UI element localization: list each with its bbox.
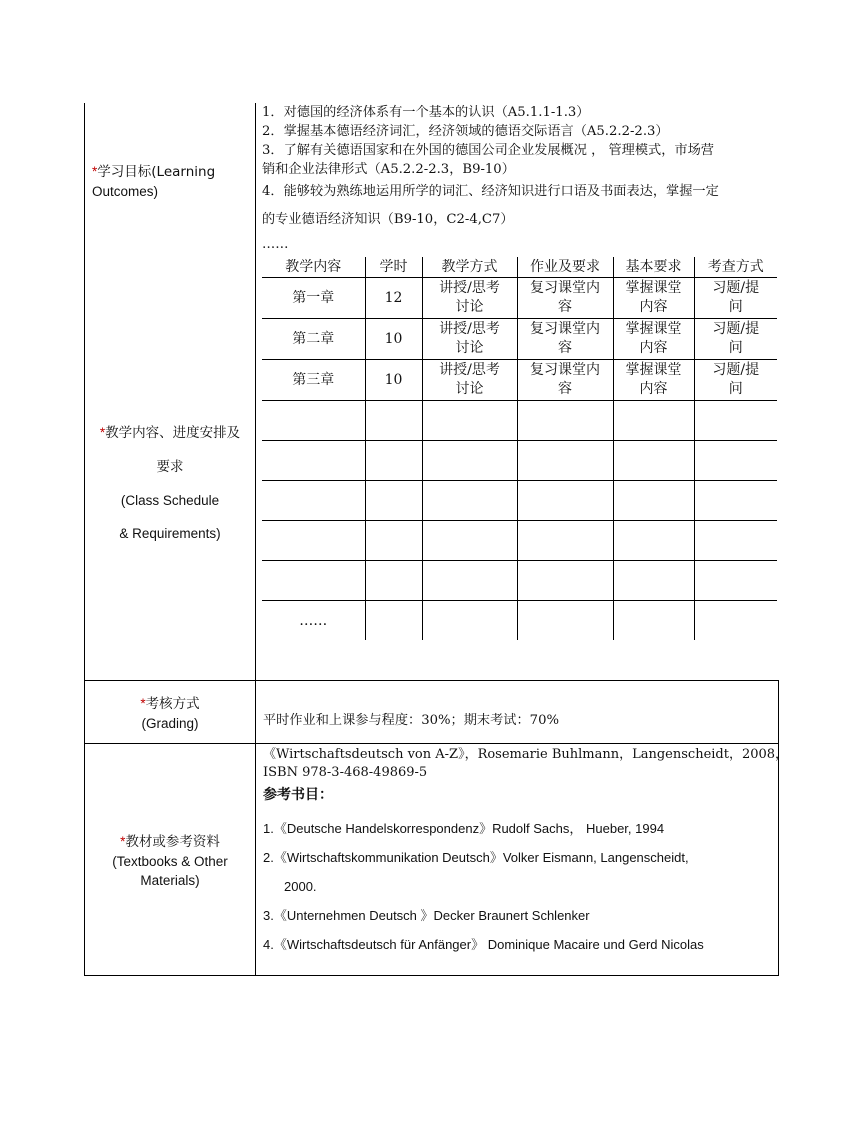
- empty-cell: [517, 441, 613, 481]
- objective-line: 2．掌握基本德语经济词汇，经济领域的德语交际语言（A5.2.2-2.3）: [262, 124, 669, 139]
- table-ellipsis: ……: [262, 601, 365, 641]
- list-item: 2000.: [284, 879, 317, 894]
- cell-basic-requirement: 掌握课堂内容: [613, 319, 694, 360]
- empty-cell: [613, 561, 694, 601]
- row-divider-materials-top: [84, 743, 779, 744]
- header-hours: 学时: [365, 257, 422, 278]
- materials-label: [86, 832, 254, 890]
- required-mark: *: [140, 696, 146, 711]
- required-mark: *: [92, 164, 98, 179]
- textbook-isbn: ISBN 978-3-468-49869-5: [263, 765, 428, 780]
- empty-cell: [517, 601, 613, 641]
- empty-cell: [613, 601, 694, 641]
- empty-cell: [613, 441, 694, 481]
- empty-cell: [517, 521, 613, 561]
- list-item: 4.《Wirtschaftsdeutsch für Anfänger》 Dominique Macaire und Gerd Nicolas: [263, 937, 704, 952]
- header-basic-requirement: 基本要求: [613, 257, 694, 278]
- list-item: 2.《Wirtschaftskommunikation Deutsch》Volker Eismann, Langenscheidt,: [263, 850, 689, 865]
- empty-cell: [613, 401, 694, 441]
- header-homework: 作业及要求: [517, 257, 613, 278]
- frame-middle-divider: [255, 103, 256, 976]
- cell-hours: 10: [365, 360, 422, 401]
- frame-bottom-border: [84, 975, 779, 976]
- cell-basic-requirement: 掌握课堂内容: [613, 360, 694, 401]
- cell-method: 讲授/思考讨论: [422, 278, 517, 319]
- schedule-label-line2: 要求: [156, 459, 184, 475]
- empty-cell: [613, 481, 694, 521]
- objective-line: 的专业德语经济知识（B9-10，C2-4,C7）: [262, 212, 514, 227]
- cell-assessment: 习题/提问: [694, 319, 777, 360]
- textbook-entry: [263, 746, 789, 782]
- empty-cell: [517, 401, 613, 441]
- objective-line: 3．了解有关德语国家和在外国的德国公司企业发展概况 ， 管理模式，市场营: [262, 143, 714, 158]
- reference-heading: 参考书目：: [263, 787, 333, 803]
- cell-homework: 复习课堂内容: [517, 360, 613, 401]
- empty-row: [262, 401, 777, 441]
- objectives-list: [262, 103, 774, 254]
- empty-cell: [262, 561, 365, 601]
- required-mark: *: [120, 834, 126, 849]
- empty-cell: [694, 401, 777, 441]
- empty-cell: [694, 601, 777, 641]
- row-divider-grading-top: [84, 680, 779, 681]
- header-method: 教学方式: [422, 257, 517, 278]
- empty-cell: [517, 481, 613, 521]
- objective-ellipsis: ……: [262, 237, 289, 252]
- list-item: 3.《Unternehmen Deutsch 》Decker Braunert Schlenker: [263, 908, 590, 923]
- empty-cell: [613, 521, 694, 561]
- empty-cell: [422, 481, 517, 521]
- table-row: [262, 360, 777, 401]
- empty-cell: [517, 561, 613, 601]
- empty-cell: [262, 521, 365, 561]
- cell-homework: 复习课堂内容: [517, 278, 613, 319]
- table-row: [262, 278, 777, 319]
- header-content: 教学内容: [262, 257, 365, 278]
- empty-row: [262, 561, 777, 601]
- list-item: 1.《Deutsche Handelskorrespondenz》Rudolf Sachs， Hueber, 1994: [263, 821, 665, 836]
- empty-cell: [262, 441, 365, 481]
- objectives-label-cn: 学习目标(Learning: [97, 164, 216, 180]
- objective-line: 1．对德国的经济体系有一个基本的认识（A5.1.1-1.3）: [262, 105, 590, 120]
- header-assessment: 考查方式: [694, 257, 777, 278]
- schedule-label-line4: & Requirements): [119, 526, 221, 541]
- textbook-line: 《Wirtschaftsdeutsch von A-Z》，Rosemarie Buhlmann，Langenscheidt，2008，: [263, 747, 789, 762]
- grading-label-en: (Grading): [141, 716, 199, 731]
- objectives-label-en: Outcomes): [92, 184, 159, 199]
- frame-right-border: [778, 680, 779, 976]
- grading-label: [86, 694, 254, 733]
- empty-cell: [422, 521, 517, 561]
- empty-row: [262, 481, 777, 521]
- empty-cell: [694, 561, 777, 601]
- schedule-header-row: [262, 257, 777, 278]
- grading-label-cn: 考核方式: [145, 696, 200, 712]
- reference-list: [263, 814, 778, 959]
- required-mark: *: [99, 425, 106, 440]
- materials-label-en1: (Textbooks & Other: [112, 854, 228, 869]
- materials-label-en2: Materials): [140, 873, 200, 888]
- ellipsis-row: [262, 601, 777, 641]
- cell-hours: 10: [365, 319, 422, 360]
- objective-line: 4．能够较为熟练地运用所学的词汇、经济知识进行口语及书面表达，掌握一定: [262, 184, 719, 199]
- table-row: [262, 319, 777, 360]
- empty-cell: [422, 561, 517, 601]
- empty-cell: [422, 441, 517, 481]
- cell-chapter: 第一章: [262, 278, 365, 319]
- cell-chapter: 第三章: [262, 360, 365, 401]
- empty-cell: [365, 521, 422, 561]
- empty-cell: [694, 481, 777, 521]
- empty-row: [262, 441, 777, 481]
- schedule-label-line3: (Class Schedule: [120, 493, 220, 508]
- objective-line: 销和企业法律形式（A5.2.2-2.3，B9-10）: [262, 162, 515, 177]
- empty-cell: [365, 561, 422, 601]
- cell-basic-requirement: 掌握课堂内容: [613, 278, 694, 319]
- cell-homework: 复习课堂内容: [517, 319, 613, 360]
- frame-left-border: [84, 103, 85, 976]
- empty-cell: [262, 481, 365, 521]
- grading-value: 平时作业和上课参与程度：30%；期末考试：70%: [263, 713, 559, 728]
- empty-row: [262, 521, 777, 561]
- empty-cell: [365, 601, 422, 641]
- schedule-label: [86, 416, 254, 550]
- cell-assessment: 习题/提问: [694, 278, 777, 319]
- cell-hours: 12: [365, 278, 422, 319]
- empty-cell: [262, 401, 365, 441]
- empty-cell: [422, 601, 517, 641]
- cell-method: 讲授/思考讨论: [422, 360, 517, 401]
- schedule-table: [262, 257, 777, 640]
- empty-cell: [694, 441, 777, 481]
- cell-chapter: 第二章: [262, 319, 365, 360]
- cell-assessment: 习题/提问: [694, 360, 777, 401]
- empty-cell: [422, 401, 517, 441]
- empty-cell: [365, 441, 422, 481]
- cell-method: 讲授/思考讨论: [422, 319, 517, 360]
- empty-cell: [694, 521, 777, 561]
- empty-cell: [365, 401, 422, 441]
- schedule-label-line1: 教学内容、进度安排及: [105, 425, 241, 441]
- empty-cell: [365, 481, 422, 521]
- objectives-label: [86, 162, 258, 201]
- materials-label-cn: 教材或参考资料: [125, 834, 220, 850]
